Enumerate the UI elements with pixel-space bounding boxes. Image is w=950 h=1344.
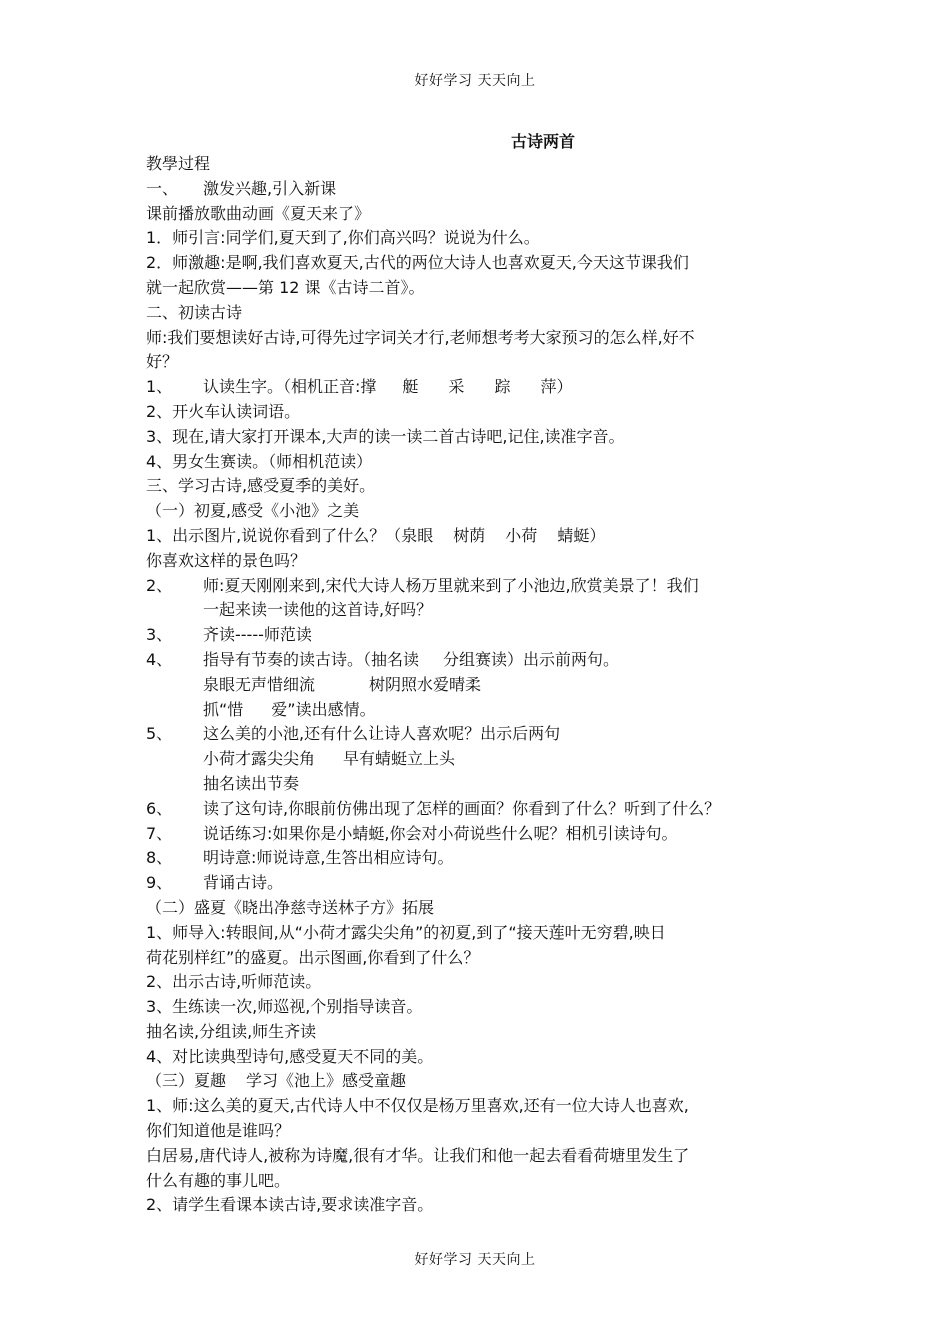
list-number: 5、	[146, 724, 173, 744]
text-line: 教學过程	[146, 154, 211, 173]
poem-verse: 树阴照水爱晴柔	[369, 674, 482, 694]
subsection-heading	[146, 1069, 826, 1094]
text-line: 3、现在,请大家打开课本,大声的读一读二首古诗吧,记住,读准字音。	[146, 426, 625, 446]
text-line: 1．师引言:同学们,夏天到了,你们高兴吗？说说为什么。	[146, 228, 540, 248]
section-heading	[146, 177, 826, 202]
line-text: （三）夏趣	[146, 1071, 227, 1091]
list-item	[146, 846, 826, 871]
text-line: 1、师:这么美的夏天,古代诗人中不仅仅是杨万里喜欢,还有一位大诗人也喜欢,	[146, 1096, 689, 1116]
text-line: 2、开火车认读词语。	[146, 401, 301, 421]
list-number: 9、	[146, 873, 173, 893]
line-text: 师:夏天刚刚来到,宋代大诗人杨万里就来到了小池边,欣赏美景了！我们	[203, 575, 699, 595]
list-number: 3、	[146, 625, 173, 645]
char-item: 踪	[494, 377, 511, 397]
line-text: 爱”读出感情。	[271, 699, 376, 719]
poem-line	[146, 673, 826, 698]
list-number: 4、	[146, 649, 173, 669]
list-item	[146, 722, 826, 747]
section-heading: 三、学习古诗,感受夏季的美好。	[146, 476, 376, 496]
line-text: 明诗意:师说诗意,生答出相应诗句。	[203, 848, 454, 868]
text-line: 1、师导入:转眼间,从“小荷才露尖尖角”的初夏,到了“接天莲叶无穷碧,映日	[146, 922, 666, 942]
word-item: 树荫	[453, 525, 486, 545]
line-text: 学习《池上》感受童趣	[246, 1071, 407, 1091]
text-line	[146, 698, 826, 723]
text-line: 2、请学生看课本读古诗,要求读准字音。	[146, 1195, 434, 1215]
document-title: 古诗两首	[510, 132, 575, 151]
line-text: 这么美的小池,还有什么让诗人喜欢呢？出示后两句	[203, 724, 561, 744]
list-number: 7、	[146, 823, 173, 843]
list-number: 6、	[146, 798, 173, 818]
lesson-body	[146, 152, 826, 1218]
text-line: 白居易,唐代诗人,被称为诗魔,很有才华。让我们和他一起去看看荷塘里发生了	[146, 1145, 690, 1165]
list-item	[146, 871, 826, 896]
list-item	[146, 822, 826, 847]
list-number: 1、	[146, 377, 173, 397]
char-item: 萍）	[540, 377, 573, 397]
line-text: 指导有节奏的读古诗。（抽名读	[203, 649, 420, 669]
list-item	[146, 648, 826, 673]
text-line: 好？	[146, 352, 179, 372]
char-item: 艇	[402, 377, 419, 397]
text-line: 师:我们要想读好古诗,可得先过字词关才行,老师想考考大家预习的怎么样,好不	[146, 327, 695, 347]
page-header: 好好学习 天天向上	[414, 73, 536, 89]
text-line: 你们知道他是谁吗？	[146, 1121, 291, 1141]
text-line: 荷花别样红”的盛夏。出示图画,你看到了什么？	[146, 947, 480, 967]
text-line: 抽名读,分组读,师生齐读	[146, 1021, 317, 1041]
text-line: 2、出示古诗,听师范读。	[146, 972, 322, 992]
poem-line	[146, 747, 826, 772]
text-line: 4、男女生赛读。（师相机范读）	[146, 451, 373, 471]
line-text: 说话练习:如果你是小蜻蜓,你会对小荷说些什么呢？相机引读诗句。	[203, 823, 678, 843]
line-text: 认读生字。（相机正音:撑	[203, 377, 377, 397]
text-line: 就一起欣赏——第 12 课《古诗二首》。	[146, 277, 425, 297]
word-item: 蜻蜓）	[557, 525, 606, 545]
text-line: 一起来读一读他的这首诗,好吗？	[203, 600, 433, 620]
page-footer: 好好学习 天天向上	[414, 1252, 536, 1268]
list-item	[146, 623, 826, 648]
text-line: 课前播放歌曲动画《夏天来了》	[146, 203, 371, 223]
line-text: 1、出示图片,说说你看到了什么？（泉眼	[146, 525, 434, 545]
line-text: 齐读-----师范读	[203, 625, 312, 645]
list-item	[146, 574, 826, 599]
text-line: 2．师激趣:是啊,我们喜欢夏天,古代的两位大诗人也喜欢夏天,今天这节课我们	[146, 253, 689, 273]
line-text: 激发兴趣,引入新课	[203, 178, 337, 198]
list-item	[146, 524, 826, 549]
list-number: 8、	[146, 848, 173, 868]
line-text: 读了这句诗,你眼前仿佛出现了怎样的画面？你看到了什么？听到了什么？	[203, 798, 721, 818]
word-item: 小荷	[505, 525, 538, 545]
list-item	[146, 797, 826, 822]
text-line: 4、对比读典型诗句,感受夏天不同的美。	[146, 1046, 434, 1066]
poem-verse: 泉眼无声惜细流	[203, 674, 316, 694]
list-number: 一、	[146, 178, 179, 198]
poem-verse: 小荷才露尖尖角	[203, 749, 316, 769]
subsection-heading: （一）初夏,感受《小池》之美	[146, 501, 360, 521]
char-item: 采	[448, 377, 465, 397]
text-line: 你喜欢这样的景色吗？	[146, 550, 307, 570]
text-line: 3、生练读一次,师巡视,个别指导读音。	[146, 997, 423, 1017]
section-heading: 二、初读古诗	[146, 302, 243, 322]
list-item	[146, 375, 826, 400]
line-text: 分组赛读）出示前两句。	[443, 649, 620, 669]
text-line: 什么有趣的事儿吧。	[146, 1170, 291, 1190]
text-line: 抽名读出节奏	[203, 773, 300, 793]
line-text: 抓“惜	[203, 699, 244, 719]
subsection-heading: （二）盛夏《晓出净慈寺送林子方》拓展	[146, 897, 435, 917]
line-text: 背诵古诗。	[203, 873, 284, 893]
list-number: 2、	[146, 575, 173, 595]
poem-verse: 早有蜻蜓立上头	[343, 749, 456, 769]
